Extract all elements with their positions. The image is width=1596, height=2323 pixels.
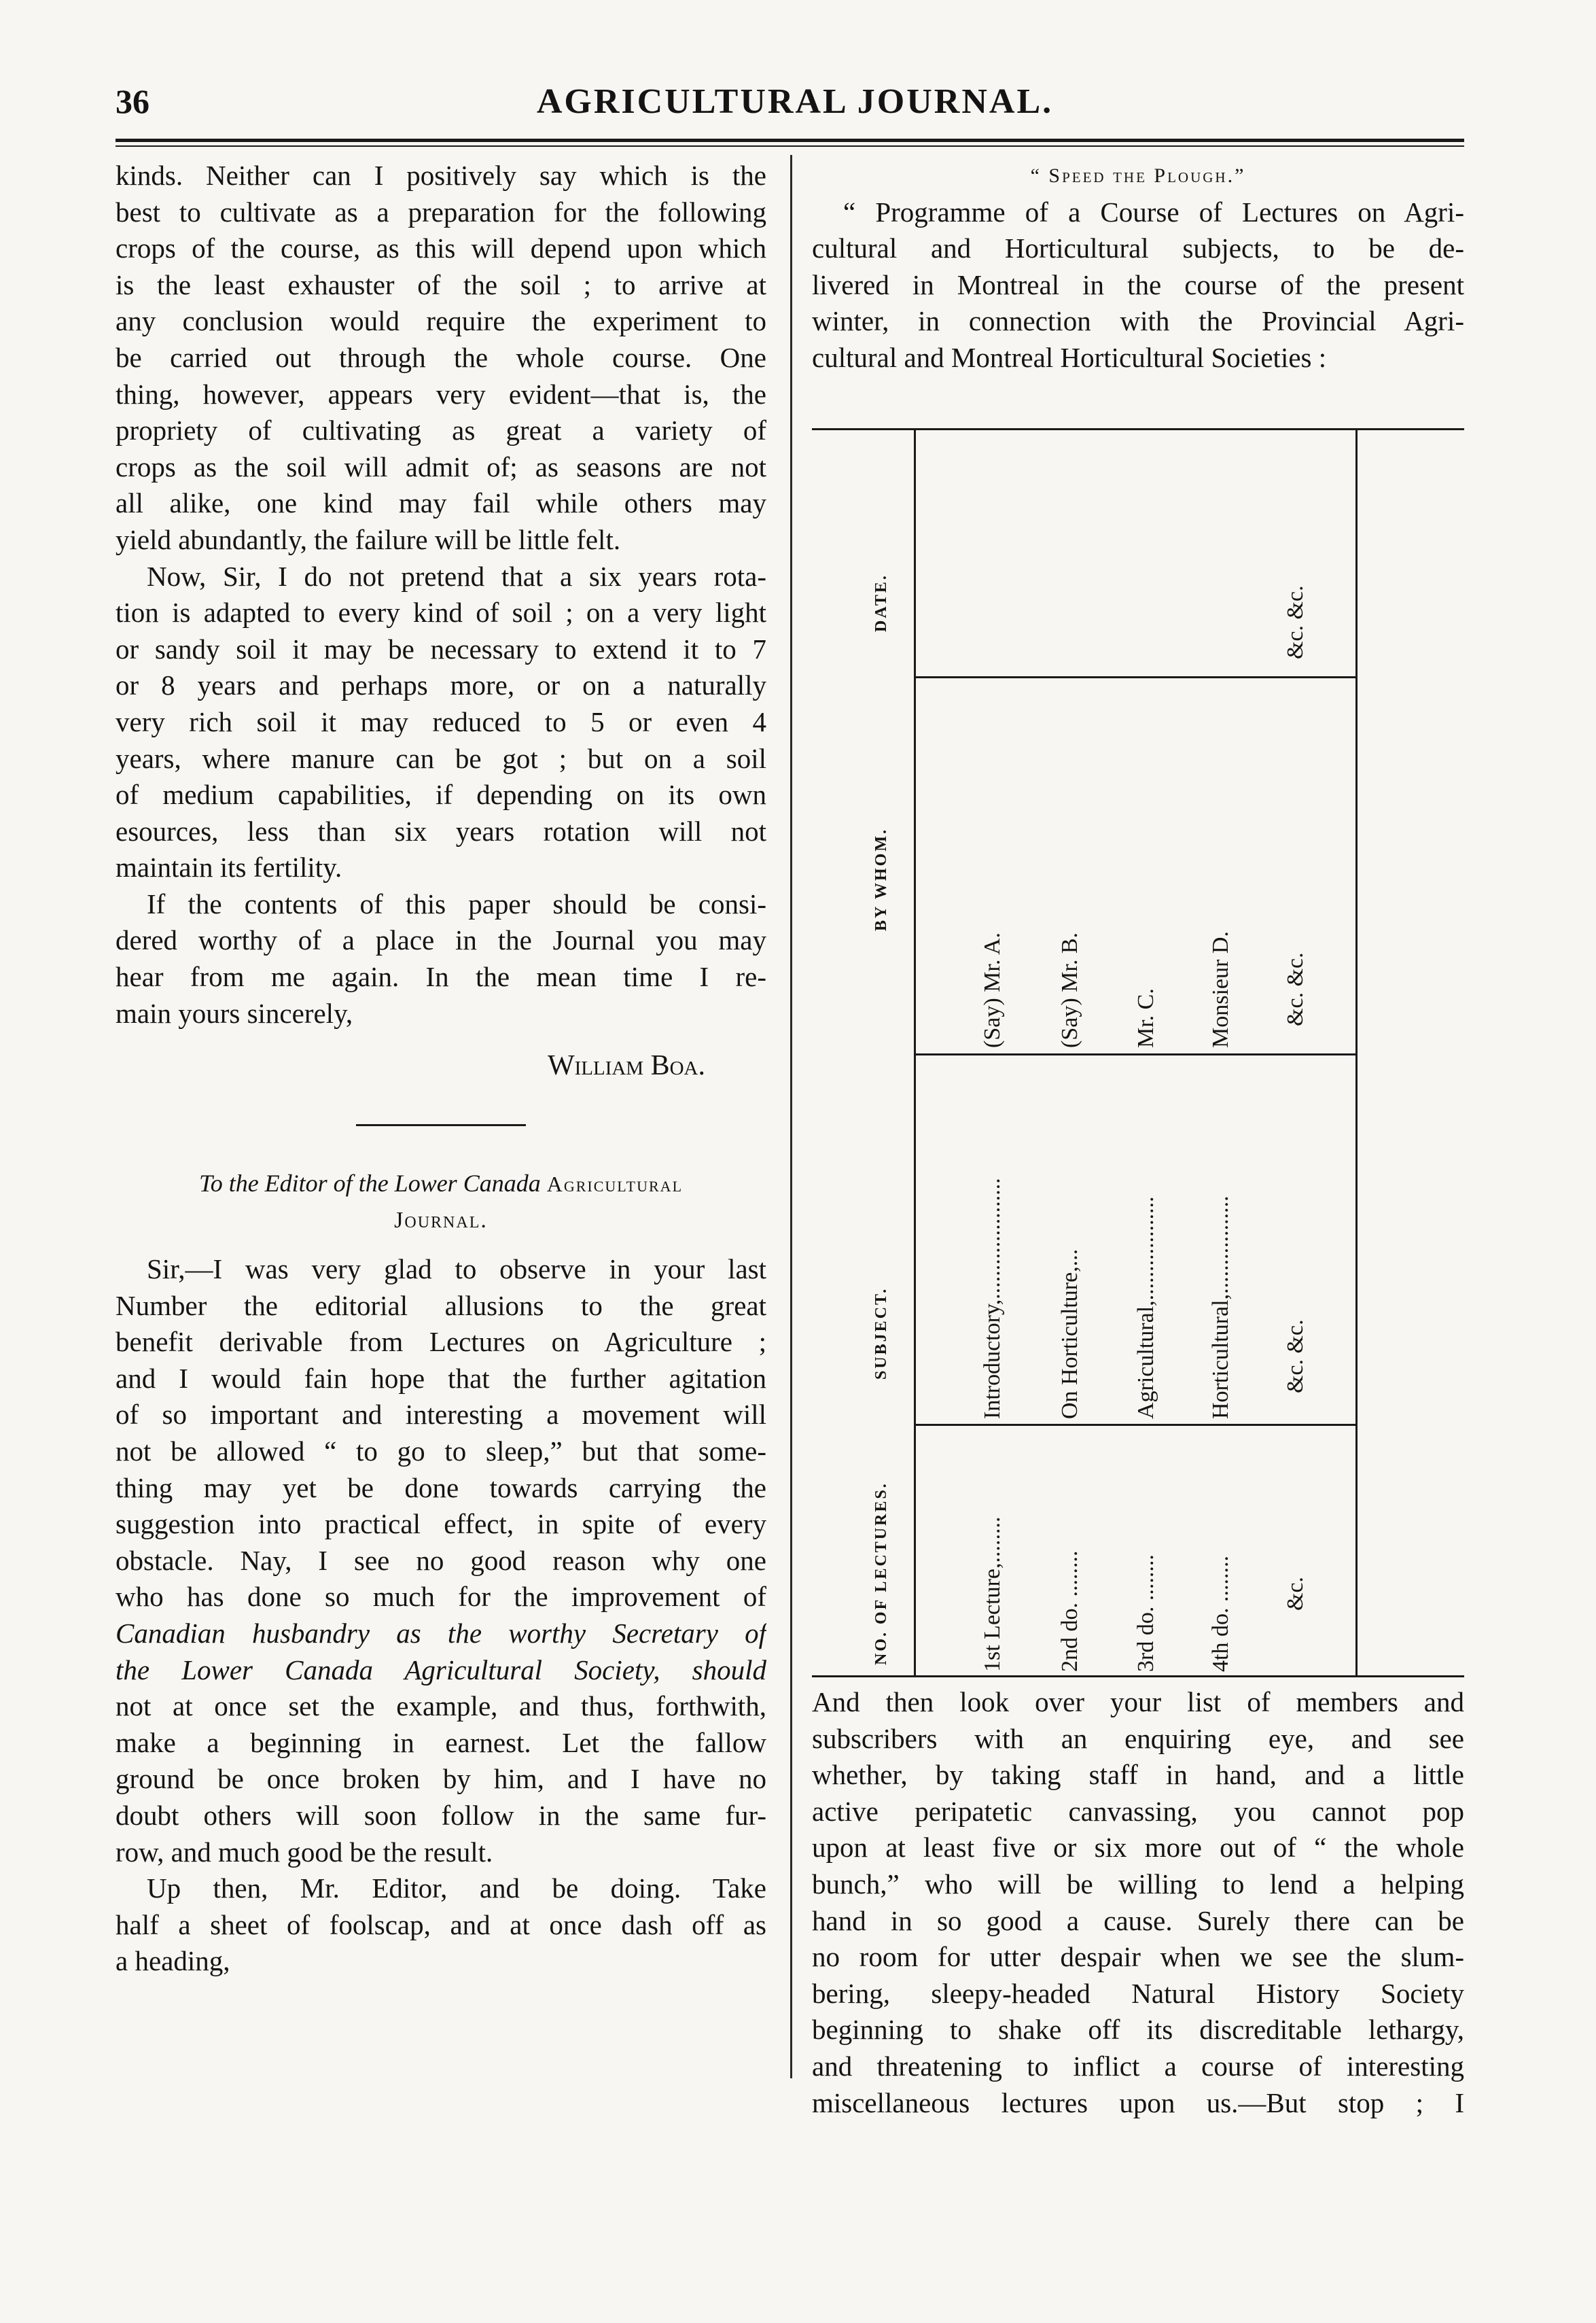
table-row-rule-3 [914,1424,1358,1426]
table-cell-no: 2nd do. ........ [1057,1550,1082,1672]
text-line: beginning to shake off its discreditable lethargy, [812,2014,1464,2046]
text-line: And then look over your list of members and [812,1686,1464,1717]
text-line: doubt others will soon follow in the same fur- [116,1799,766,1831]
table-cell-by-whom: &c. &c. [1283,952,1308,1026]
right-column-intro [812,158,1464,377]
signature: William Boa. [547,1050,705,1082]
section-separator [356,1124,526,1126]
table-cell-by-whom: Monsieur D. [1208,931,1233,1048]
text-line: miscellaneous lectures upon us.—But stop ; I [812,2086,1464,2118]
table-cell-subject: Agricultural,.................. [1133,1196,1158,1419]
text-line: Number the editorial allusions to the great [116,1289,766,1321]
text-line: active peripatetic canvassing, you cannot pop [812,1795,1464,1827]
text-line: thing may yet be done towards carrying the [116,1471,766,1503]
text-line: a heading, [116,1945,230,1977]
text-line: is the least exhauster of the soil ; to arrive at [116,268,766,300]
text-line: whether, by taking staff in hand, and a little [812,1759,1464,1791]
text-line: who has done so much for the improvement of [116,1581,766,1613]
left-column [116,158,766,1980]
paragraph-closing [116,886,766,1032]
text-line: of so important and interesting a movement will [116,1399,766,1431]
text-line: ground be once broken by him, and I have no [116,1763,766,1795]
text-line: livered in Montreal in the course of the present [812,268,1464,300]
plough-title: “ Speed the Plough.” [1030,164,1246,187]
text-line: of medium capabilities, if depending on its own [116,779,766,811]
table-header-rule [914,428,916,1677]
table-cell-by-whom: (Say) Mr. A. [980,932,1005,1048]
text-line: obstacle. Nay, I see no good reason why one [116,1544,766,1576]
table-right-rule [1355,428,1358,1677]
text-line: dered worthy of a place in the Journal you may [116,924,766,956]
editor-address-caps: Agricultural [546,1171,684,1196]
column-divider [790,155,792,2078]
table-header-by-whom: BY WHOM. [872,827,890,931]
paragraph-rotation-crops [116,158,766,559]
table-bottom-rule [812,1675,1464,1677]
text-line: thing, however, appears very evident—that is, the [116,378,766,410]
text-line: all alike, one kind may fail while others may [116,487,766,519]
text-line: or sandy soil it may be necessary to extend it to 7 [116,633,766,665]
table-row-rule-2 [914,1053,1358,1055]
table-cell-date: &c. &c. [1283,585,1308,659]
table-cell-subject: On Horticulture,... [1057,1248,1082,1419]
table-header-subject: SUBJECT. [872,1287,890,1380]
text-line: Canadian husbandry as the worthy Secretary of [116,1617,766,1649]
text-line: subscribers with an enquiring eye, and see [812,1722,1464,1754]
text-line: Now, Sir, I do not pretend that a six years rota- [147,560,766,592]
text-line: years, where manure can be got ; but on a soil [116,742,766,774]
text-line: very rich soil it may reduced to 5 or even 4 [116,705,766,737]
text-line: bering, sleepy-headed Natural History Society [812,1977,1464,2009]
text-line: crops of the course, as this will depend upon which [116,232,766,264]
right-column-continuation [812,1684,1464,2121]
table-cell-no: 4th do. ........ [1208,1556,1233,1672]
text-line: upon at least five or six more out of “ the whole [812,1832,1464,1864]
text-line: kinds. Neither can I positively say which is the [116,160,766,191]
text-line: be carried out through the whole course. One [116,341,766,373]
text-line: any conclusion would require the experiment to [116,305,766,337]
lecture-programme-table [812,428,1464,1679]
text-line: best to cultivate as a preparation for the following [116,196,766,228]
text-line: main yours sincerely, [116,997,353,1029]
text-line: cultural and Montreal Horticultural Societies : [812,341,1327,373]
text-line: benefit derivable from Lectures on Agriculture ; [116,1326,766,1358]
page-number: 36 [116,82,149,120]
table-header-date: DATE. [872,574,890,632]
header-rule-thick [116,139,1464,142]
paragraph-up-then [116,1870,766,1980]
table-top-rule [812,428,1464,430]
text-line: propriety of cultivating as great a variety of [116,415,766,447]
text-line: Sir,—I was very glad to observe in your last [147,1253,766,1285]
text-line: winter, in connection with the Provincial Agri- [812,305,1464,337]
text-line: yield abundantly, the failure will be little felt. [116,523,621,555]
text-line: the Lower Canada Agricultural Society, should [116,1654,766,1686]
table-cell-by-whom: Mr. C. [1133,988,1158,1048]
editor-address-line2: Journal. [394,1208,488,1234]
text-line: half a sheet of foolscap, and at once dash off as [116,1908,766,1940]
table-header-no-of-lectures: NO. OF LECTURES. [872,1482,890,1665]
text-line: bunch,” who will be willing to lend a helping [812,1868,1464,1900]
table-cell-subject: &c. &c. [1283,1319,1308,1393]
table-cell-no: 3rd do. ........ [1133,1554,1158,1672]
text-line: and I would fain hope that the further agitation [116,1362,766,1394]
table-cell-subject: Introductory,..................... [980,1178,1005,1419]
table-cell-by-whom: (Say) Mr. B. [1057,932,1082,1048]
paragraph-letter-lectures [116,1251,766,1870]
text-line: and threatening to inflict a course of interesting [812,2050,1464,2082]
text-line: tion is adapted to every kind of soil ; on a very light [116,597,766,629]
running-head [116,82,1474,129]
text-line: esources, less than six years rotation will not [116,815,766,847]
editor-address-italic: To the Editor of the Lower Canada [198,1169,541,1197]
table-cell-no: &c. [1283,1576,1308,1611]
text-line: row, and much good be the result. [116,1836,493,1868]
text-line: hear from me again. In the mean time I re- [116,961,766,993]
text-line: cultural and Horticultural subjects, to be de- [812,232,1464,264]
text-line: Up then, Mr. Editor, and be doing. Take [147,1872,766,1904]
text-line: suggestion into practical effect, in spite of every [116,1508,766,1540]
text-line: or 8 years and perhaps more, or on a naturally [116,669,766,701]
text-line: not at once set the example, and thus, forthwith, [116,1690,766,1722]
text-line: maintain its fertility. [116,852,342,884]
header-rule-thin [116,145,1464,147]
text-line: hand in so good a cause. Surely there can be [812,1904,1464,1936]
text-line: make a beginning in earnest. Let the fallow [116,1726,766,1758]
table-row-rule-1 [914,676,1358,678]
table-cell-no: 1st Lecture,........ [980,1516,1005,1672]
table-cell-subject: Horticultural,................. [1208,1195,1233,1419]
text-line: not be allowed “ to go to sleep,” but that some- [116,1435,766,1467]
text-line: “ Programme of a Course of Lectures on Agri- [843,196,1464,228]
journal-title: AGRICULTURAL JOURNAL. [536,82,1054,121]
text-line: no room for utter despair when we see the slum- [812,1941,1464,1973]
editor-address [116,1166,766,1203]
paragraph-six-years [116,559,766,886]
text-line: crops as the soil will admit of; as seasons are not [116,451,766,483]
text-line: If the contents of this paper should be consi- [147,888,766,920]
